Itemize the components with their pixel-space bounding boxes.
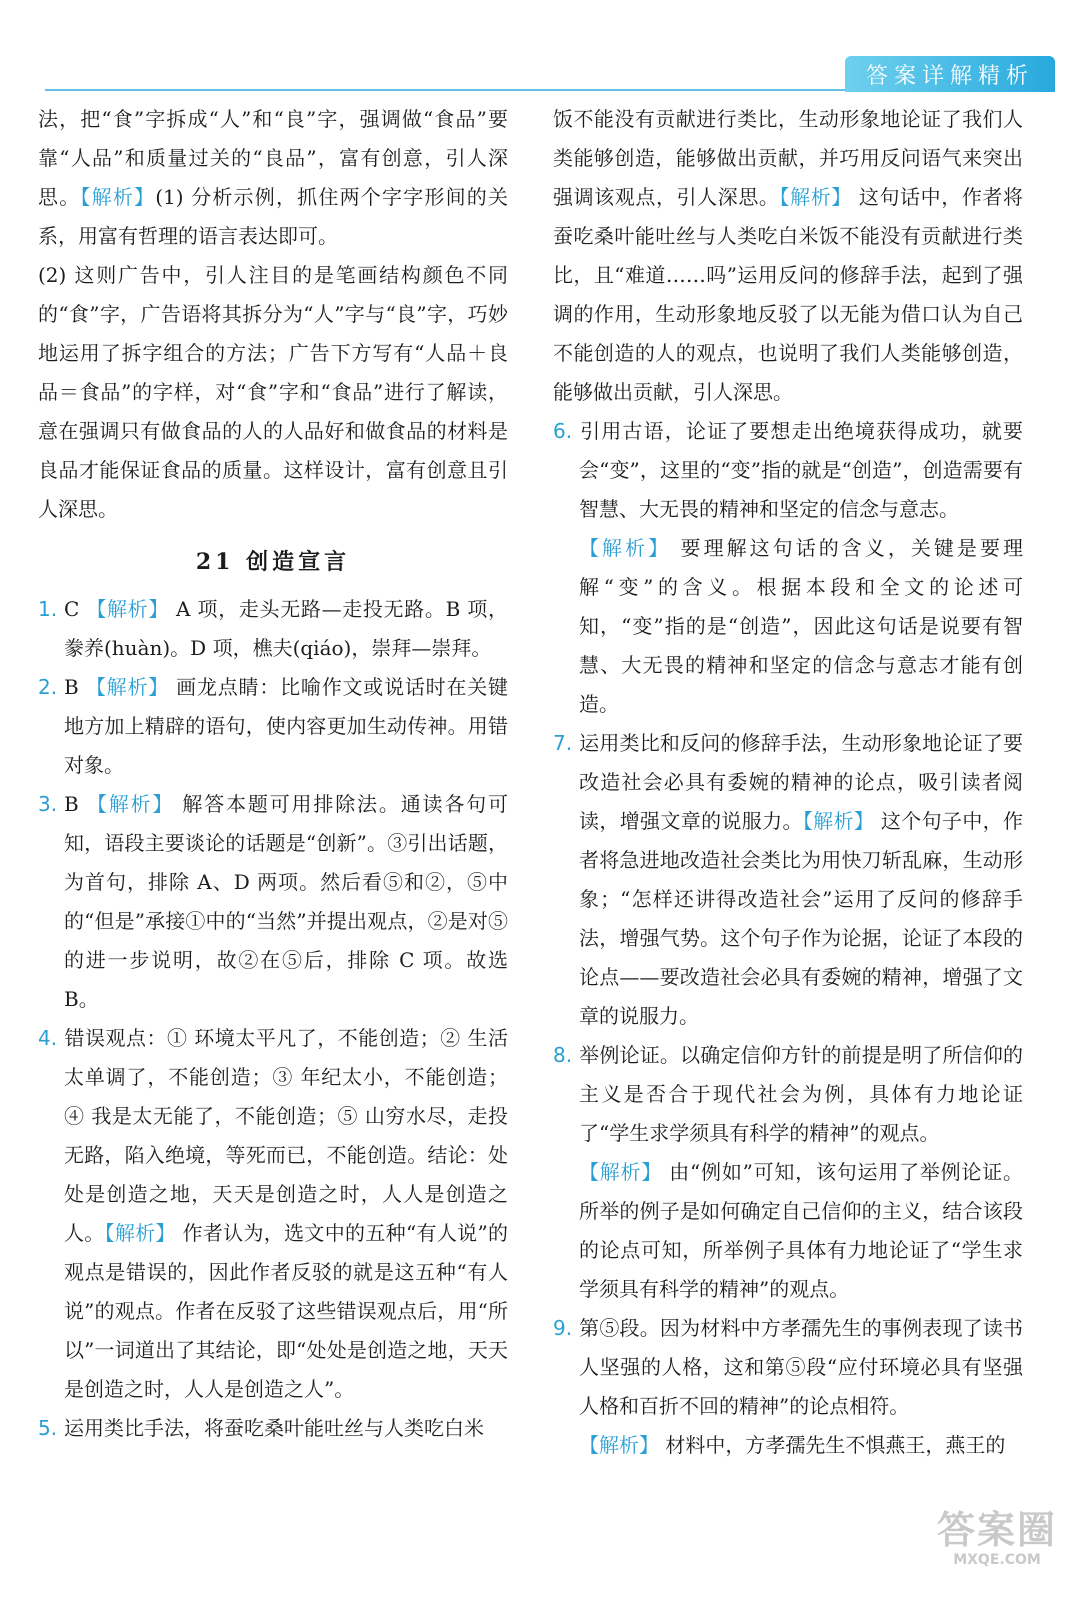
item-number: 5. [38, 1416, 58, 1440]
item-number: 2. [38, 675, 58, 699]
answer-item-4 [38, 1019, 508, 1409]
analysis-text: 由“例如”可知，该句运用了举例论证。所举的例子是如何确定自己信仰的主义，结合该段的论点可知，所举例子具体有力地论证了“学生求学须具有科学的精神”的观点。 [579, 1160, 1023, 1301]
item-number: 3. [38, 792, 58, 816]
answer-item-8 [553, 1036, 1023, 1309]
continued-answer-2: (2) 这则广告中，引人注目的是笔画结构颜色不同的“食”字，广告语将其拆分为“人”字与“良”字，巧妙地运用了拆字组合的方法；广告下方写有“人品＋良品＝食品”的字样，对“食”字和“食品”进行了解读，意在强调只有做食品的人的人品好和做食品的材料是良品才能保证食品的质量。这样设计，富有创意且引人深思。 [38, 263, 508, 521]
answer-text: B [64, 675, 86, 699]
analysis-text: 要理解这句话的含义，关键是要理解“变”的含义。根据本段和全文的论述可知，“变”指的是“创造”，因此这句话是说要有智慧、大无畏的精神和坚定的信念与意志才能有创造。 [579, 536, 1024, 716]
analysis-tag: 【解析】 [85, 675, 170, 699]
analysis-text: 材料中，方孝孺先生不惧燕王，燕王的 [659, 1433, 1006, 1457]
continued-answer-5 [553, 100, 1023, 412]
right-column [553, 100, 1023, 1465]
analysis-text: 这个句子中，作者将急进地改造社会类比为用快刀斩乱麻，生动形象；“怎样还讲得改造社会”运用了反问的修辞手法，增强气势。这个句子作为论据，论证了本段的论点——要改造社会必具有委婉的精神，增强了文章的说服力。 [579, 809, 1024, 1028]
analysis-text: 这句话中，作者将蚕吃桑叶能吐丝与人类吃白米饭不能没有贡献进行类比，且“难道……吗”运用反问的修辞手法，起到了强调的作用，生动形象地反驳了以无能为借口认为自己不能创造的人的观点，也说明了我们人类能够创造，能够做出贡献，引人深思。 [553, 185, 1024, 404]
analysis-tag: 【解析】 [80, 185, 156, 209]
answer-item-5 [38, 1409, 508, 1448]
analysis-tag: 【解析】 [579, 536, 672, 560]
item-number: 6. [553, 419, 573, 443]
analysis-tag: 【解析】 [86, 597, 170, 621]
answer-text: 运用类比和反问的修辞手法，生动形象地论证了要改造社会必具有委婉的精神的论点，吸引读者阅读，增强文章的说服力。 [579, 731, 1023, 833]
analysis-text: 画龙点睛：比喻作文或说话时在关键地方加上精辟的语句，使内容更加生动传神。用错对象。 [64, 675, 509, 777]
watermark-main: 答案圈 [936, 1508, 1057, 1552]
header-tab: 答案详解精析 [845, 56, 1055, 92]
analysis-text: 作者认为，选文中的五种“有人说”的观点是错误的，因此作者反驳的就是这五种“有人说”的观点。作者在反驳了这些错误观点后，用“所以”一词道出了其结论，即“处处是创造之地，天天是创造之时，人人是创造之人”。 [64, 1221, 508, 1401]
analysis-text: 解答本题可用排除法。通读各句可知，语段主要谈论的话题是“创新”。③引出话题，为首句，排除 A、D 两项。然后看⑤和②，⑤中的“但是”承接①中的“当然”并提出观点，②是对⑤的进一步说明，故②在⑤后，排除 C 项。故选 B。 [64, 792, 509, 1011]
answer-text: C [64, 597, 87, 621]
analysis-text: (1) 分析示例，抓住两个字字形间的关系，用富有哲理的语言表达即可。 [38, 185, 509, 248]
answer-item-9 [553, 1309, 1023, 1465]
answer-text: 引用古语，论证了要想走出绝境获得成功，就要会“变”，这里的“变”指的就是“创造”，创造需要有智慧、大无畏的精神和坚定的信念与意志。 [579, 419, 1023, 521]
item-number: 9. [553, 1316, 573, 1340]
answer-item-3 [38, 785, 508, 1019]
answer-text: B [64, 792, 87, 816]
item-number: 4. [38, 1026, 58, 1050]
item-number: 1. [38, 597, 58, 621]
answer-text: 错误观点：① 环境太平凡了，不能创造；② 生活太单调了，不能创造；③ 年纪太小，不能创造；④ 我是太无能了，不能创造；⑤ 山穷水尽，走投无路，陷入绝境，等死而已，不能创造。结论：处处是创造之地，天天是创造之时，人人是创造之人。 [64, 1026, 508, 1245]
continued-answer [38, 100, 508, 256]
analysis-tag: 【解析】 [86, 792, 175, 816]
answer-item-6 [553, 412, 1023, 724]
left-column [38, 100, 508, 1448]
analysis-tag: 【解析】 [802, 809, 875, 833]
item-number: 7. [553, 731, 573, 755]
analysis-text: A 项，走头无路—走投无路。B 项，豢养(huàn)。D 项，樵夫(qiáo)，崇拜—崇拜。 [64, 597, 508, 660]
watermark-sub: MXQE.COM [953, 1552, 1041, 1568]
answer-item-1 [38, 590, 508, 668]
analysis-tag: 【解析】 [579, 1433, 659, 1457]
watermark-logo [927, 1508, 1067, 1578]
section-title: 21 创造宣言 [195, 549, 351, 575]
answer-text: 运用类比手法，将蚕吃桑叶能吐丝与人类吃白米 [64, 1416, 484, 1440]
answer-text: 法，把“食”字拆成“人”和“良”字，强调做“食品”要靠“人品”和质量过关的“良品”，富有创意，引人深思。 [38, 107, 508, 209]
answer-item-2 [38, 668, 508, 785]
answer-text: 第⑤段。因为材料中方孝孺先生的事例表现了读书人坚强的人格，这和第⑤段“应付环境必具有坚强人格和百折不回的精神”的论点相符。 [579, 1316, 1023, 1418]
analysis-tag: 【解析】 [579, 1160, 663, 1184]
item-number: 8. [553, 1043, 573, 1067]
answer-text: 举例论证。以确定信仰方针的前提是明了所信仰的主义是否合于现代社会为例，具体有力地论证了“学生求学须具有科学的精神”的观点。 [579, 1043, 1023, 1145]
answer-text: 饭不能没有贡献进行类比，生动形象地论证了我们人类能够创造，能够做出贡献，并巧用反问语气来突出强调该观点，引人深思。 [553, 107, 1023, 209]
analysis-tag: 【解析】 [779, 185, 852, 209]
answer-item-7 [553, 724, 1023, 1036]
analysis-tag: 【解析】 [104, 1221, 176, 1245]
